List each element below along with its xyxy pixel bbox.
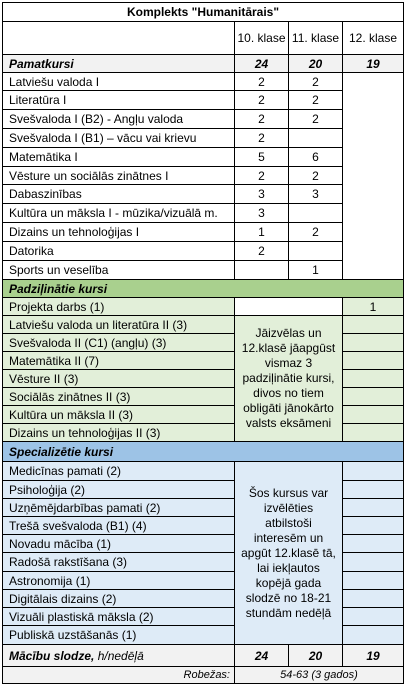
advanced-row xyxy=(2,388,404,406)
special-course-name: Trešā svešvaloda (B1) (4) xyxy=(2,517,235,535)
core-grade-11: 2 xyxy=(289,91,343,110)
advanced-course-name: Dizains un tehnoloģijas II (3) xyxy=(2,424,235,442)
core-grade-11 xyxy=(289,204,343,223)
advanced-course-name: Matemātika II (7) xyxy=(2,352,235,370)
special-course-name: Astronomija (1) xyxy=(2,572,235,590)
advanced-course-name: Svešvaloda II (C1) (angļu) (3) xyxy=(2,334,235,352)
limits-row xyxy=(2,667,404,684)
core-grade-10 xyxy=(235,261,289,280)
core-course-name: Sports un veselība xyxy=(2,261,235,280)
core-grade-10: 3 xyxy=(235,204,289,223)
advanced-grade-12 xyxy=(343,352,404,370)
load-label-cell xyxy=(2,645,235,667)
special-row xyxy=(2,590,404,608)
core-grade-11: 1 xyxy=(289,261,343,280)
advanced-course-name: Latviešu valoda un literatūra II (3) xyxy=(2,316,235,334)
core-grade-10: 2 xyxy=(235,110,289,129)
project-grade-12: 1 xyxy=(343,298,404,316)
advanced-course-name: Vēsture II (3) xyxy=(2,370,235,388)
core-grade-10: 2 xyxy=(235,167,289,185)
special-row xyxy=(2,462,404,481)
core-grade-11: 6 xyxy=(289,148,343,167)
advanced-grade-12 xyxy=(343,388,404,406)
core-grade-11: 2 xyxy=(289,110,343,129)
grade-header-row xyxy=(2,22,404,55)
core-grade-10: 2 xyxy=(235,129,289,148)
core-total-12: 19 xyxy=(343,55,404,73)
advanced-row xyxy=(2,316,404,334)
core-course-name: Svešvaloda I (B2) - Angļu valoda xyxy=(2,110,235,129)
special-course-name: Psiholoģija (2) xyxy=(2,481,235,499)
core-course-name: Literatūra I xyxy=(2,91,235,110)
advanced-note: Jāizvēlas un 12.klasē jāapgūst vismaz 3 padziļinātie kursi, divos no tiem obligāti jānokārto valsts eksāmeni xyxy=(235,316,343,442)
project-name: Projekta darbs (1) xyxy=(2,298,235,316)
core-course-name: Kultūra un māksla I - mūzika/vizuālā m. xyxy=(2,204,235,223)
advanced-section-header xyxy=(2,280,404,298)
advanced-grade-12 xyxy=(343,406,404,424)
advanced-label: Padziļinātie kursi xyxy=(2,280,404,298)
core-course-name: Latviešu valoda I xyxy=(2,73,235,91)
limits-label: Robežas: xyxy=(2,667,235,684)
special-course-name: Novadu mācība (1) xyxy=(2,535,235,553)
special-grade-12 xyxy=(343,517,404,535)
load-12: 19 xyxy=(343,645,404,667)
advanced-row xyxy=(2,334,404,352)
special-course-name: Vizuāli plastiskā māksla (2) xyxy=(2,608,235,626)
special-note: Šos kursus var izvēlēties atbilstoši interesēm un apgūt 12.klasē tā, lai iekļautos kopējā gada slodzē no 18-21 stundām nedēļā xyxy=(235,462,343,645)
core-grade-10: 2 xyxy=(235,73,289,91)
special-grade-12 xyxy=(343,608,404,626)
special-grade-12 xyxy=(343,499,404,517)
core-course-name: Vēsture un sociālās zinātnes I xyxy=(2,167,235,185)
core-grade-11: 3 xyxy=(289,185,343,204)
special-section-header xyxy=(2,442,404,462)
special-grade-12 xyxy=(343,626,404,645)
special-course-name: Publiskā uzstāšanās (1) xyxy=(2,626,235,645)
special-grade-12 xyxy=(343,481,404,499)
core-grade-10: 2 xyxy=(235,91,289,110)
special-row xyxy=(2,535,404,553)
advanced-row xyxy=(2,406,404,424)
special-row xyxy=(2,608,404,626)
special-grade-12 xyxy=(343,590,404,608)
special-course-name: Uzņēmējdarbības pamati (2) xyxy=(2,499,235,517)
special-grade-12 xyxy=(343,535,404,553)
special-course-name: Medicīnas pamati (2) xyxy=(2,462,235,481)
special-grade-12 xyxy=(343,572,404,590)
title-row xyxy=(2,2,404,22)
special-row xyxy=(2,499,404,517)
grade-10-header: 10. klase xyxy=(235,22,289,55)
special-course-name: Digitālais dizains (2) xyxy=(2,590,235,608)
special-row xyxy=(2,481,404,499)
grade-12-header: 12. klase xyxy=(343,22,404,55)
core-course-name: Svešvaloda I (B1) – vācu vai krievu xyxy=(2,129,235,148)
core-total-11: 20 xyxy=(289,55,343,73)
core-grade-10: 3 xyxy=(235,185,289,204)
load-11: 20 xyxy=(289,645,343,667)
special-row xyxy=(2,553,404,572)
core-course-name: Datorika xyxy=(2,242,235,261)
core-grade-10: 1 xyxy=(235,223,289,242)
advanced-course-name: Sociālās zinātnes II (3) xyxy=(2,388,235,406)
curriculum-table xyxy=(2,2,404,684)
core-grade-11: 2 xyxy=(289,223,343,242)
load-unit: h/nedēļā xyxy=(97,648,144,663)
load-label: Mācību slodze, xyxy=(9,648,95,663)
advanced-grade-12 xyxy=(343,370,404,388)
advanced-grade-12 xyxy=(343,316,404,334)
core-grade-11: 2 xyxy=(289,73,343,91)
core-course-name: Matemātika I xyxy=(2,148,235,167)
advanced-row xyxy=(2,370,404,388)
core-course-name: Dabaszinības xyxy=(2,185,235,204)
special-row xyxy=(2,626,404,645)
grade-header-blank xyxy=(2,22,235,55)
special-course-name: Radošā rakstīšana (3) xyxy=(2,553,235,572)
limits-value: 54-63 (3 gados) xyxy=(235,667,404,684)
advanced-grade-12 xyxy=(343,334,404,352)
special-row xyxy=(2,517,404,535)
core-total-10: 24 xyxy=(235,55,289,73)
core-grade-12-empty xyxy=(343,73,404,280)
special-grade-12 xyxy=(343,553,404,572)
project-row xyxy=(2,298,404,316)
core-section-header xyxy=(2,55,404,73)
core-grade-11: 2 xyxy=(289,167,343,185)
advanced-row xyxy=(2,352,404,370)
core-label: Pamatkursi xyxy=(2,55,235,73)
grade-11-header: 11. klase xyxy=(289,22,343,55)
special-row xyxy=(2,572,404,590)
core-grade-11 xyxy=(289,242,343,261)
advanced-course-name: Kultūra un māksla II (3) xyxy=(2,406,235,424)
core-grade-10: 5 xyxy=(235,148,289,167)
advanced-grade-12 xyxy=(343,424,404,442)
core-course-name: Dizains un tehnoloģijas I xyxy=(2,223,235,242)
table-title: Komplekts "Humanitārais" xyxy=(2,2,404,22)
load-10: 24 xyxy=(235,645,289,667)
core-grade-11 xyxy=(289,129,343,148)
project-blank xyxy=(235,298,343,316)
special-label: Specializētie kursi xyxy=(2,442,404,462)
load-row xyxy=(2,645,404,667)
advanced-row xyxy=(2,424,404,442)
core-grade-10: 2 xyxy=(235,242,289,261)
special-grade-12 xyxy=(343,462,404,481)
